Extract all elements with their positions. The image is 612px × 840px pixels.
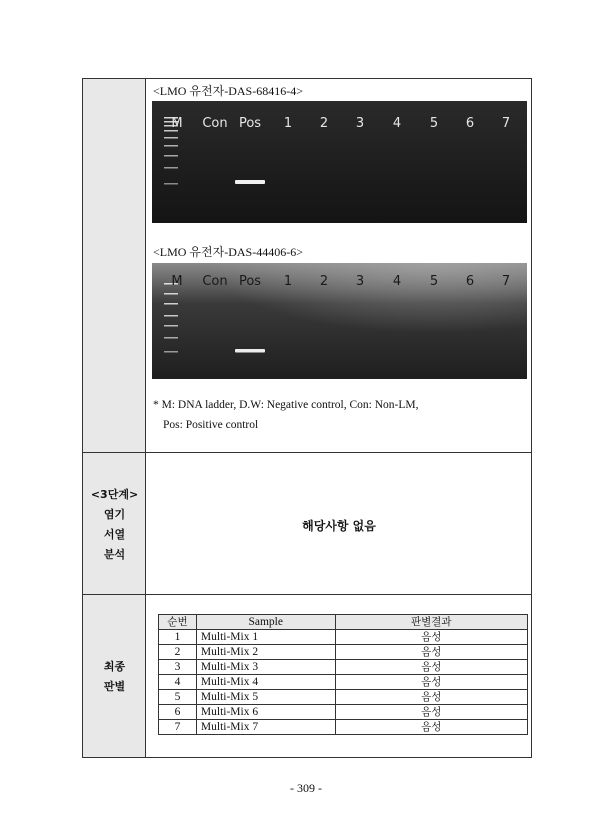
stage3-content: 해당사항 없음 — [302, 519, 376, 533]
legend-note-line1: * M: DNA ladder, D.W: Negative control, Con: Non-LM, — [153, 399, 419, 411]
row-sample: Multi-Mix 1 — [196, 630, 335, 645]
gel-lane-label: 2 — [319, 116, 329, 131]
row-index: 1 — [159, 630, 197, 645]
page-number: - 309 - — [290, 781, 322, 795]
table-row — [159, 705, 528, 720]
row-sample: Multi-Mix 2 — [196, 645, 335, 660]
table-row — [159, 675, 528, 690]
gel-lane-label: Pos — [238, 116, 262, 131]
stage3-label-line: 분석 — [103, 548, 126, 561]
gel2-image — [152, 263, 527, 379]
gel-lane-label: Pos — [238, 274, 262, 289]
gel-lane-label: M — [171, 274, 183, 289]
row-result: 음성 — [335, 720, 527, 735]
gel-lane-label: 1 — [283, 116, 293, 131]
gel1-title: <LMO 유전자-DAS-68416-4> — [153, 84, 303, 98]
row-sample: Multi-Mix 6 — [196, 705, 335, 720]
stage3-label-line: 염기 — [103, 508, 126, 521]
header-result: 판별결과 — [335, 615, 527, 630]
gel-lane-label: 2 — [319, 274, 329, 289]
gel-lane-label: 4 — [392, 116, 402, 131]
gel-lane-label: 4 — [392, 274, 402, 289]
stage3-label-line: 서열 — [103, 528, 126, 541]
report-frame — [82, 78, 532, 758]
row-index: 7 — [159, 720, 197, 735]
row-result: 음성 — [335, 705, 527, 720]
final-label-line: 최종 — [103, 660, 126, 673]
row-index: 3 — [159, 660, 197, 675]
table-row — [159, 630, 528, 645]
final-result-table — [158, 614, 528, 735]
row-sample: Multi-Mix 3 — [196, 660, 335, 675]
row-index: 4 — [159, 675, 197, 690]
row-index: 6 — [159, 705, 197, 720]
table-row — [159, 720, 528, 735]
table-row — [159, 690, 528, 705]
gel-lane-label: 7 — [501, 274, 511, 289]
row-result: 음성 — [335, 645, 527, 660]
stage3-label-line: <3단계> — [90, 488, 139, 501]
gel-lane-label: 3 — [355, 116, 365, 131]
row-result: 음성 — [335, 675, 527, 690]
stage3-label — [83, 485, 146, 565]
row-result: 음성 — [335, 660, 527, 675]
gel-lane-label: 5 — [429, 116, 439, 131]
label-column — [83, 79, 146, 757]
gel-lane-label: M — [171, 116, 183, 131]
gel-lane-label: 7 — [501, 116, 511, 131]
row-index: 5 — [159, 690, 197, 705]
gel2-title: <LMO 유전자-DAS-44406-6> — [153, 245, 303, 259]
row-result: 음성 — [335, 690, 527, 705]
row-index: 2 — [159, 645, 197, 660]
header-sample: Sample — [196, 615, 335, 630]
gel-lane-label: Con — [202, 274, 228, 289]
row-divider — [83, 452, 531, 453]
gel-lane-label: 3 — [355, 274, 365, 289]
gel-lane-label: 1 — [283, 274, 293, 289]
row-divider — [83, 594, 531, 595]
gel-lane-label: 6 — [465, 274, 475, 289]
gel-lane-label: 6 — [465, 116, 475, 131]
row-result: 음성 — [335, 630, 527, 645]
table-row — [159, 645, 528, 660]
row-sample: Multi-Mix 5 — [196, 690, 335, 705]
final-label-line: 판별 — [103, 680, 126, 693]
gel-lane-label: 5 — [429, 274, 439, 289]
table-row — [159, 660, 528, 675]
legend-note-line2: Pos: Positive control — [163, 419, 259, 431]
gel-lane-label: Con — [202, 116, 228, 131]
row-sample: Multi-Mix 4 — [196, 675, 335, 690]
row-sample: Multi-Mix 7 — [196, 720, 335, 735]
header-index: 순번 — [159, 615, 197, 630]
final-label — [83, 657, 146, 697]
table-header-row — [159, 615, 528, 630]
gel1-image — [152, 101, 527, 223]
